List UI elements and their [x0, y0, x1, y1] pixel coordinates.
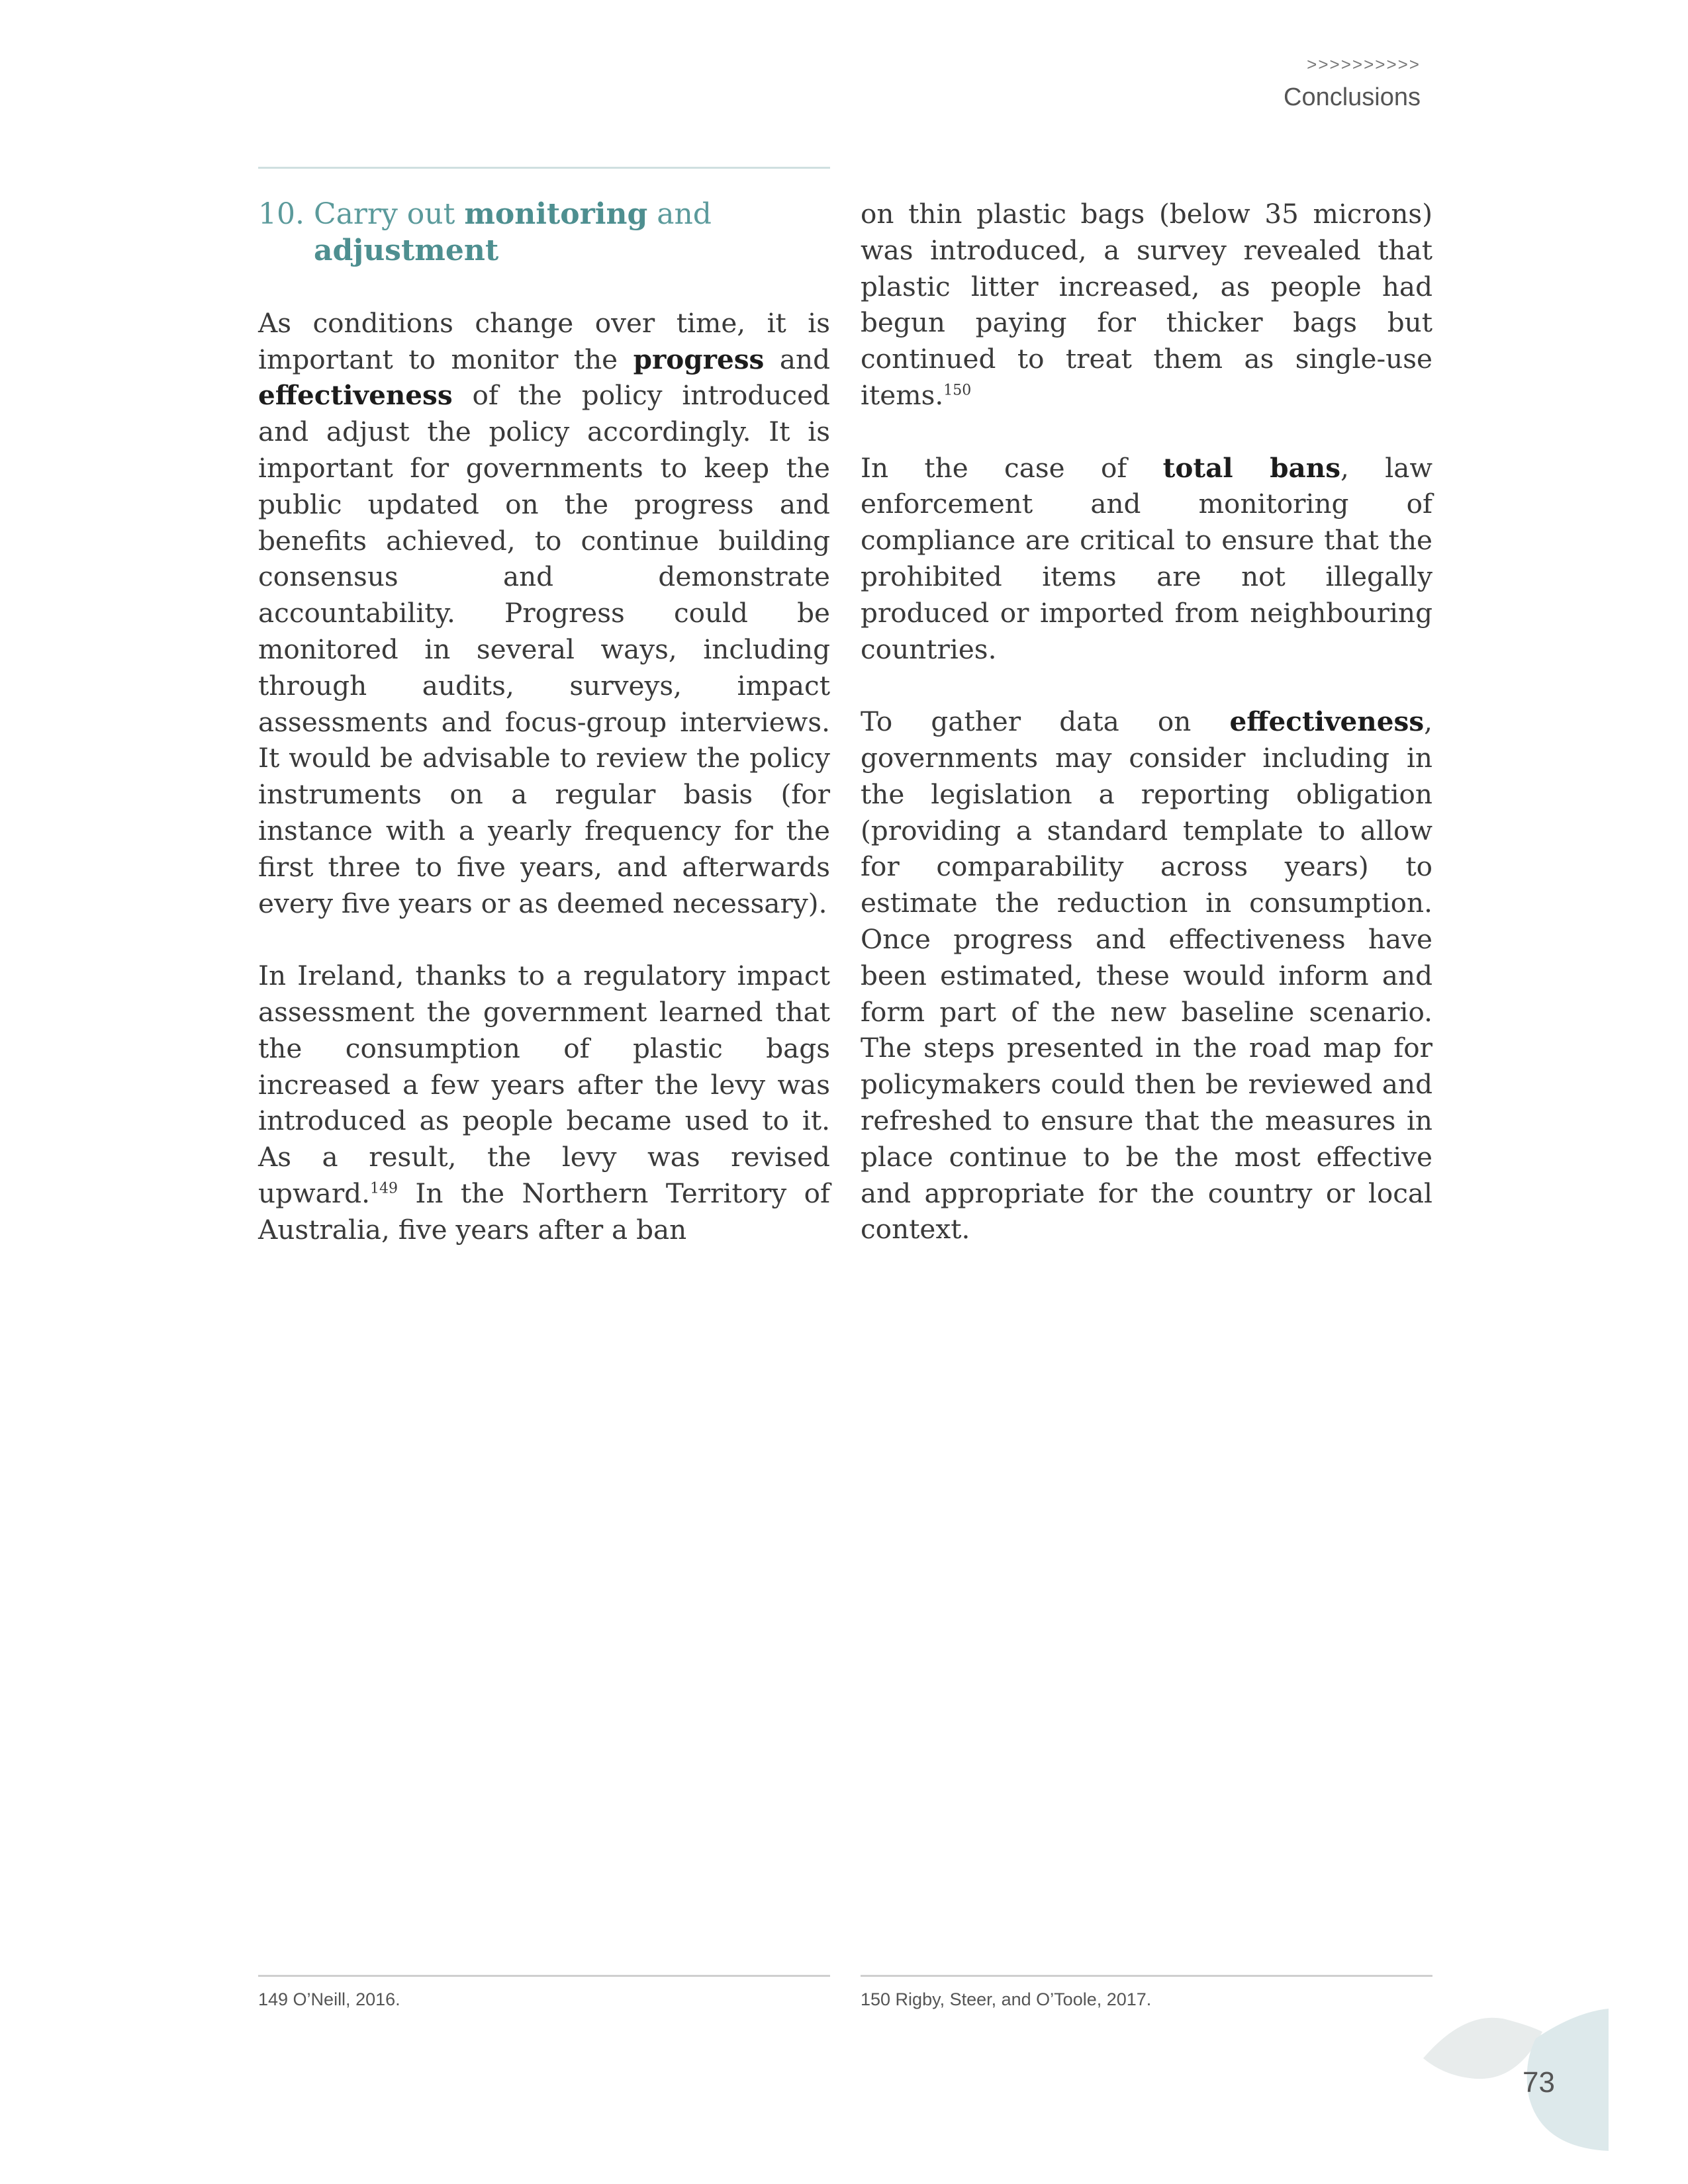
- header-arrows: >>>>>>>>>>: [1307, 54, 1421, 74]
- bold-total-bans: total bans: [1162, 451, 1341, 484]
- text-run: In Ireland, thanks to a regulatory impact assessment the government learned that the consumption of plastic bags increased a few years after the levy was introduced as people became used to it. As a result, the levy was revised upward.: [258, 960, 830, 1209]
- paragraph-ireland: [258, 958, 830, 1248]
- footnote-ref-150[interactable]: 150: [943, 382, 972, 399]
- text-run: In the Northern Territory of Australia, five years after a ban: [258, 1177, 830, 1246]
- text-run: , law enforcement and monitoring of compliance are critical to ensure that the prohibited items are not illegally produced or imported from neighbouring countries.: [861, 451, 1433, 665]
- paragraph-total-bans: [861, 450, 1432, 668]
- heading-number: 10.: [258, 197, 305, 231]
- text-run: To gather data on: [861, 705, 1230, 738]
- heading-text: [314, 196, 712, 269]
- heading-bold-adjustment: adjustment: [314, 234, 499, 267]
- section-heading: [258, 196, 830, 269]
- text-run: and: [764, 343, 830, 375]
- page-number: 73: [1523, 2066, 1555, 2099]
- column-rule: [258, 167, 830, 169]
- text-run: , governments may consider including in the legislation a reporting obligation (providing a standard template to allow for comparability across years) to estimate the reduction in consumption. Once progress and effectiveness have been estimated, these would inform and form part of the new baseline scenario. The steps presented in the road map for policymakers could then be reviewed and refreshed to ensure that the measures in place continue to be the most effective and appropriate for the country or local context.: [861, 705, 1432, 1246]
- paragraph-effectiveness: [861, 704, 1432, 1248]
- text-run: As conditions change over time, it is important to monitor the: [258, 306, 830, 375]
- footnote-149: 149 O’Neill, 2016.: [258, 1989, 400, 2009]
- footnote-150: 150 Rigby, Steer, and O’Toole, 2017.: [861, 1989, 1152, 2009]
- footnote-rule-left: [258, 1975, 830, 1977]
- bold-progress: progress: [633, 343, 765, 375]
- left-column: [258, 196, 830, 1284]
- paragraph-australia: [861, 196, 1432, 414]
- heading-text-pre: Carry out: [314, 197, 465, 231]
- text-run: on thin plastic bags (below 35 microns) was introduced, a survey revealed that plastic litter increased, as people had begun paying for thicker bags but continued to treat them as single-use items.: [861, 198, 1432, 411]
- section-title: Conclusions: [1284, 83, 1421, 111]
- heading-bold-monitoring: monitoring: [464, 197, 648, 231]
- right-column: [861, 196, 1432, 1284]
- heading-text-mid: and: [647, 197, 712, 231]
- paragraph-monitoring: [258, 305, 830, 922]
- text-run: In the case of: [861, 451, 1163, 484]
- text-run: of the policy introduced and adjust the policy accordingly. It is important for governments to keep the public updated on the progress and benefits achieved, to continue building consensus and demonstrate accountability. Progress could be monitored in several ways, including through audits, surveys, impact assessments and focus-group interviews. It would be advisable to review the policy instruments on a regular basis (for instance with a yearly frequency for the first three to five years, and afterwards every five years or as deemed necessary).: [258, 379, 830, 919]
- bold-effectiveness: effectiveness: [258, 379, 453, 412]
- bold-effectiveness: effectiveness: [1229, 705, 1425, 738]
- footnote-ref-149[interactable]: 149: [369, 1180, 398, 1197]
- footnote-rule-right: [861, 1975, 1432, 1977]
